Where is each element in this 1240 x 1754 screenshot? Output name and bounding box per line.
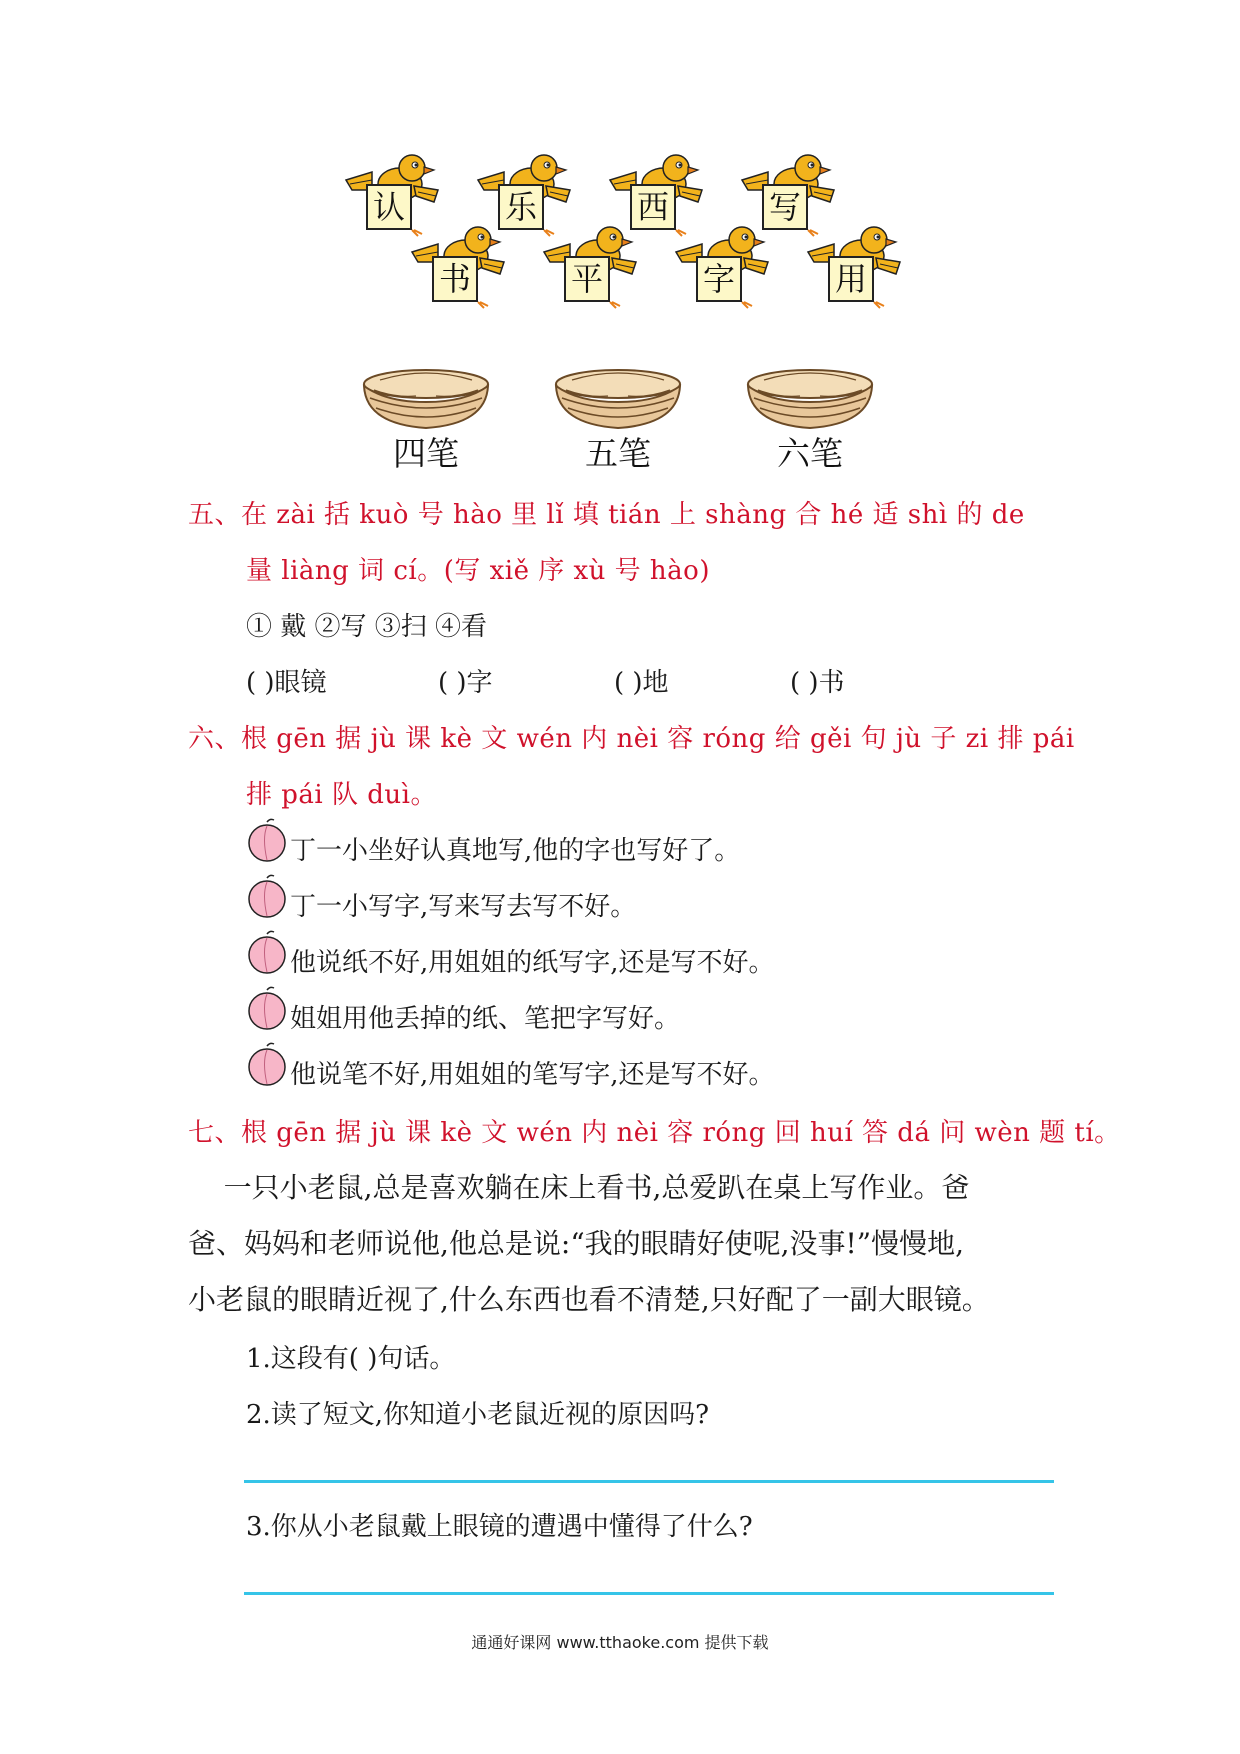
q5-options: ① 戴 ②写 ③扫 ④看 xyxy=(246,612,488,642)
q6-heading-line2: 排 pái 队 duì。 xyxy=(246,780,437,810)
bird-card-yong xyxy=(804,222,904,312)
peach-icon[interactable] xyxy=(244,1042,290,1086)
q5-blank-glasses[interactable]: ( )眼镜 xyxy=(246,668,327,698)
character-card: 平 xyxy=(564,256,610,302)
peach-icon[interactable] xyxy=(244,986,290,1030)
peach-icon[interactable] xyxy=(244,874,290,918)
q6-sentence: 他说笔不好,用姐姐的笔写字,还是写不好。 xyxy=(290,1060,775,1090)
nest-icon xyxy=(356,362,496,434)
nest-label-four-strokes: 四笔 xyxy=(393,434,459,473)
nest-label-five-strokes: 五笔 xyxy=(585,434,651,473)
q5-blank-floor[interactable]: ( )地 xyxy=(614,668,669,698)
q6-sentence: 丁一小坐好认真地写,他的字也写好了。 xyxy=(290,836,741,866)
bird-card-zi xyxy=(672,222,772,312)
answer-line[interactable] xyxy=(244,1480,1054,1483)
character-card: 字 xyxy=(696,256,742,302)
page-footer: 通通好课网 www.tthaoke.com 提供下载 xyxy=(471,1633,769,1652)
nest-icon xyxy=(548,362,688,434)
peach-icon[interactable] xyxy=(244,818,290,862)
q6-heading-line1: 六、根 gēn 据 jù 课 kè 文 wén 内 nèi 容 róng 给 gěi 句 jù 子 zi 排 pái xyxy=(188,724,1075,754)
character-card: 写 xyxy=(762,184,808,230)
q7-heading: 七、根 gēn 据 jù 课 kè 文 wén 内 nèi 容 róng 回 huí 答 dá 问 wèn 题 tí。 xyxy=(188,1118,1121,1148)
q5-blank-characters[interactable]: ( )字 xyxy=(438,668,493,698)
q5-heading-line1: 五、在 zài 括 kuò 号 hào 里 lǐ 填 tián 上 shàng 合 hé 适 shì 的 de xyxy=(188,500,1025,530)
character-card: 西 xyxy=(630,184,676,230)
character-card: 乐 xyxy=(498,184,544,230)
q7-subquestion-2: 2.读了短文,你知道小老鼠近视的原因吗? xyxy=(246,1400,710,1430)
q7-passage-line2: 爸、妈妈和老师说他,他总是说:“我的眼睛好使呢,没事!”慢慢地, xyxy=(188,1227,965,1260)
q7-passage-line3: 小老鼠的眼睛近视了,什么东西也看不清楚,只好配了一副大眼镜。 xyxy=(188,1283,990,1316)
character-card: 认 xyxy=(366,184,412,230)
q7-passage-line1: 一只小老鼠,总是喜欢躺在床上看书,总爱趴在桌上写作业。爸 xyxy=(188,1171,970,1204)
q7-subquestion-1[interactable]: 1.这段有( )句话。 xyxy=(246,1344,456,1374)
character-card: 书 xyxy=(432,256,478,302)
nest-label-six-strokes: 六笔 xyxy=(777,434,843,473)
bird-card-shu xyxy=(408,222,508,312)
q6-sentence: 姐姐用他丢掉的纸、笔把字写好。 xyxy=(290,1004,681,1034)
peach-icon[interactable] xyxy=(244,930,290,974)
q6-sentence: 丁一小写字,写来写去写不好。 xyxy=(290,892,637,922)
character-card: 用 xyxy=(828,256,874,302)
q6-sentence: 他说纸不好,用姐姐的纸写字,还是写不好。 xyxy=(290,948,775,978)
q5-blank-book[interactable]: ( )书 xyxy=(790,668,845,698)
nest-icon xyxy=(740,362,880,434)
q5-heading-line2: 量 liàng 词 cí。(写 xiě 序 xù 号 hào) xyxy=(246,556,710,586)
q7-subquestion-3: 3.你从小老鼠戴上眼镜的遭遇中懂得了什么? xyxy=(246,1512,753,1542)
answer-line[interactable] xyxy=(244,1592,1054,1595)
bird-card-ping xyxy=(540,222,640,312)
